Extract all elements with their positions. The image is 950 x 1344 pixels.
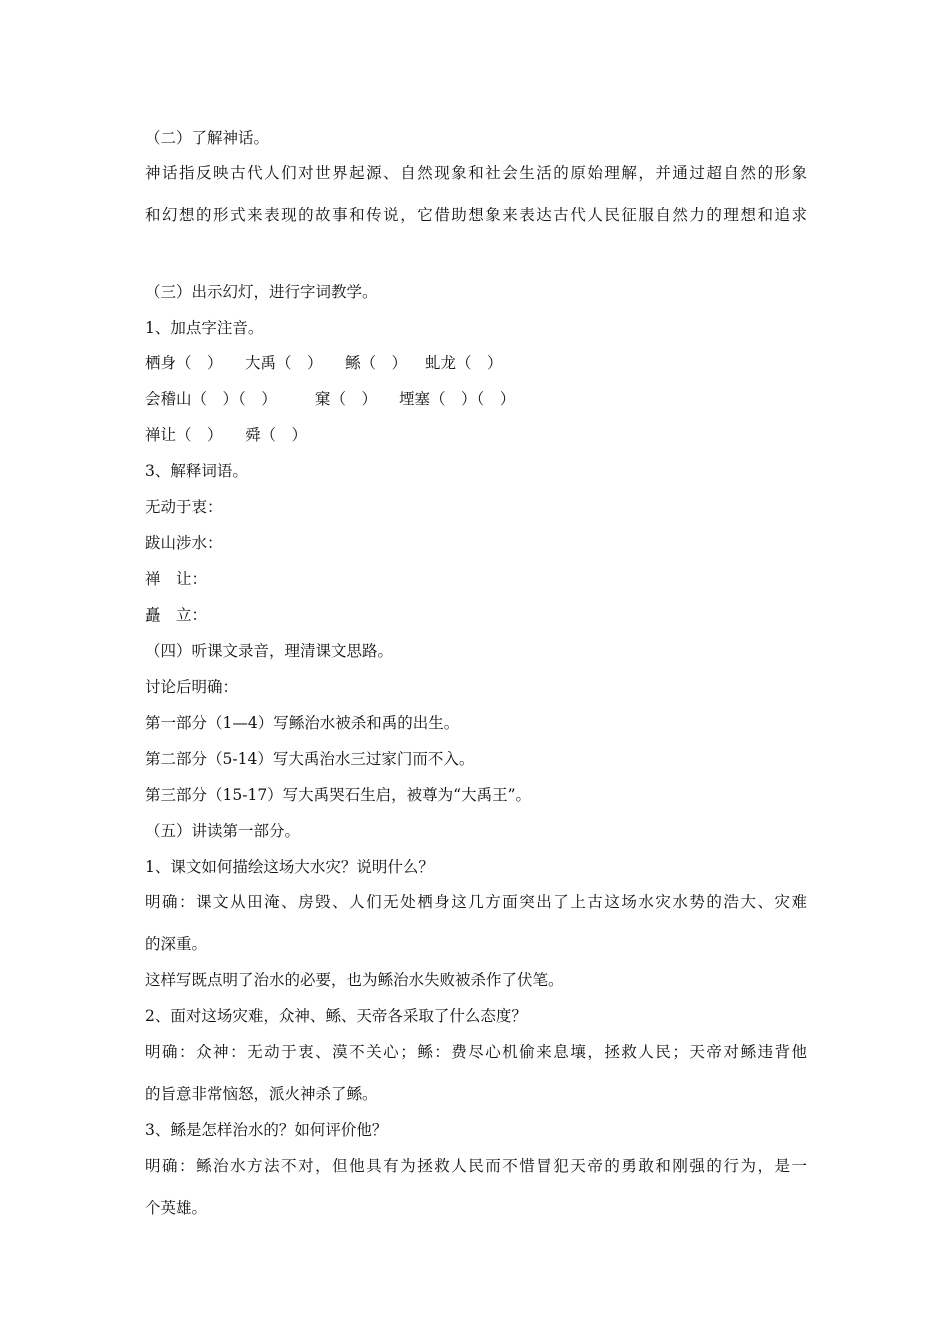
- pinyin-item: 窠（ ）: [315, 390, 378, 408]
- term-line: 矗 立：: [145, 606, 208, 624]
- part-line: 第一部分（1—4）写鲧治水被杀和禹的出生。: [145, 714, 460, 732]
- item-title: 3、解释词语。: [145, 462, 248, 480]
- question: 1、课文如何描绘这场大水灾？说明什么？: [145, 858, 434, 876]
- paragraph-line: 神话指反映古代人们对世界起源、自然现象和社会生活的原始理解，并通过超自然的形象: [145, 164, 807, 182]
- section-heading-3: （三）出示幻灯，进行字词教学。: [145, 283, 378, 301]
- pinyin-item: 虬龙（ ）: [425, 354, 503, 372]
- section-heading-4: （四）听课文录音，理清课文思路。: [145, 642, 394, 660]
- pinyin-item: 会稽山（ ）（ ）: [145, 390, 277, 408]
- pinyin-row: [145, 389, 515, 409]
- pinyin-item: 堙塞（ ）（ ）: [399, 390, 516, 408]
- question: 3、鲧是怎样治水的？如何评价他？: [145, 1121, 388, 1139]
- item-title: 1、加点字注音。: [145, 319, 264, 337]
- pinyin-row: [145, 425, 307, 445]
- pinyin-item: 舜（ ）: [245, 426, 308, 444]
- part-line: 第三部分（15-17）写大禹哭石生启，被尊为“大禹王”。: [145, 786, 532, 804]
- discussion-intro: 讨论后明确：: [145, 678, 239, 696]
- answer-line: 明确：鲧治水方法不对，但他具有为拯救人民而不惜冒犯天帝的勇敢和刚强的行为，是一: [145, 1157, 807, 1175]
- answer-line: 这样写既点明了治水的必要，也为鲧治水失败被杀作了伏笔。: [145, 971, 564, 989]
- answer-line: 明确：课文从田淹、房毁、人们无处栖身这几方面突出了上古这场水灾水势的浩大、灾难: [145, 893, 807, 911]
- pinyin-row: [145, 353, 503, 373]
- term-line: 禅 让：: [145, 570, 208, 588]
- question: 2、面对这场灾难，众神、鲧、天帝各采取了什么态度？: [145, 1007, 527, 1025]
- answer-line: 明确：众神：无动于衷、漠不关心；鲧：费尽心机偷来息壤，拯救人民；天帝对鲧违背他: [145, 1043, 807, 1061]
- section-heading-2: （二）了解神话。: [145, 129, 270, 147]
- paragraph-line: 和幻想的形式来表现的故事和传说，它借助想象来表达古代人民征服自然力的理想和追求: [145, 206, 807, 224]
- answer-line: 个英雄。: [145, 1199, 208, 1217]
- pinyin-item: 禅让（ ）: [145, 426, 223, 444]
- pinyin-item: 大禹（ ）: [245, 354, 323, 372]
- answer-line: 的旨意非常恼怒，派火神杀了鲧。: [145, 1085, 378, 1103]
- part-line: 第二部分（5-14）写大禹治水三过家门而不入。: [145, 750, 475, 768]
- pinyin-item: 栖身（ ）: [145, 354, 223, 372]
- section-heading-5: （五）讲读第一部分。: [145, 822, 301, 840]
- answer-line: 的深重。: [145, 935, 208, 953]
- term-line: 无动于衷：: [145, 498, 223, 516]
- pinyin-item: 鲧（ ）: [345, 354, 408, 372]
- term-line: 跋山涉水：: [145, 534, 223, 552]
